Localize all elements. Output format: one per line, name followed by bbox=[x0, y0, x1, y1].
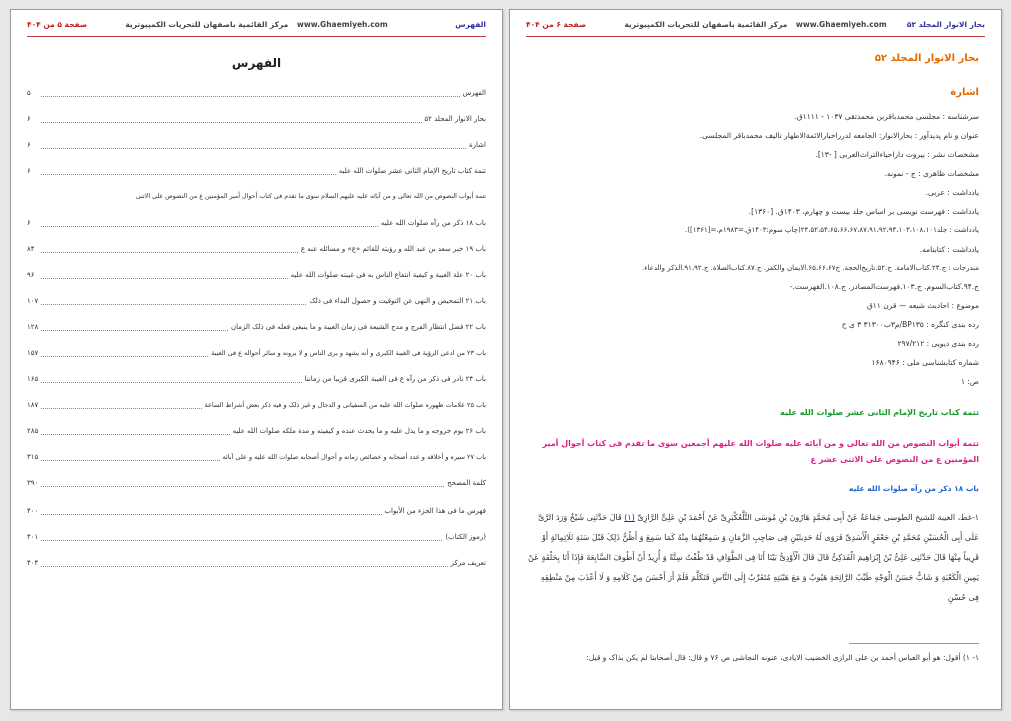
toc-page: ۶ bbox=[27, 141, 31, 149]
header-center bbox=[27, 20, 486, 29]
toc-row[interactable] bbox=[27, 271, 486, 285]
hadith-body: قَالَ حَدَّثَنِی شَیْخٌ وَرَدَ الرَّیَّ عَلَی أَبِی الْحُسَیْنِ مُحَمَّدِ بْنِ جَعْفَرٍ الْأَسَدِیِّ فَرَوَی لَهُ حَدِیثَیْنِ فِی صَاحِبِ الزَّمَانِ وَ سَمِعْتُهُمَا مِنْهُ کَمَا سَمِعَ وَ أَظُنُّ ذَلِکَ قَبْلَ سَنَةِ ثَلَاثِمِائَةٍ أَوْ قَرِیباً مِنْهَا قَالَ حَدَّثَنِی عَلِیُّ بْنُ إِبْرَاهِیمَ الْفَدَکِیُّ قَالَ قَالَ الْأَوْدِیُّ بَیْنَا أَنَا فِی الطَّوَافِ قَدْ طُفْتُ سِتَّةً وَ أُرِیدُ أَنْ أَطُوفَ السَّابِعَةَ فَإِذَا أَنَا بِحَلْقَةٍ عَنْ یَمِینِ الْکَعْبَةِ وَ شَابٌّ حَسَنُ الْوَجْهِ طَیِّبُ الرَّائِحَةِ هَیُوبٌ وَ مَعَ هَیْبَتِهِ مُتَقَرِّبٌ إِلَی النَّاسِ فَتَکَلَّمَ فَلَمْ أَرَ أَحْسَنَ مِنْ کَلَامِهِ وَ لَا أَعْذَبَ مِنْ مَنْطِقِهِ فِی حُسْنِ bbox=[528, 513, 979, 602]
header-page-number: صفحة ۶ من ۴۰۴ bbox=[526, 20, 587, 29]
metadata-line: مشخصات ظاهری : ج - نمونه. bbox=[884, 169, 979, 178]
toc-leader bbox=[41, 96, 486, 97]
toc-row[interactable] bbox=[27, 115, 486, 129]
toc-row[interactable] bbox=[27, 141, 486, 155]
metadata-line: موضوع : احادیث شیعه — قرن ۱۱ق bbox=[866, 301, 979, 310]
toc-page: ۱۵۷ bbox=[27, 349, 39, 357]
toc-row[interactable] bbox=[27, 559, 486, 573]
toc-row[interactable] bbox=[27, 479, 486, 493]
header-section-name: بحار الانوار المجلد ۵۲ bbox=[906, 20, 985, 29]
toc-row[interactable] bbox=[27, 245, 486, 259]
page-header bbox=[27, 20, 486, 34]
metadata-line: ص: ۱ bbox=[960, 377, 979, 386]
footnote-divider bbox=[849, 643, 979, 644]
toc-label[interactable]: تتمة کتاب تاریخ الإمام الثانی عشر صلوات الله علیه bbox=[338, 167, 486, 175]
toc-label[interactable]: باب ۱۹ خبر سعد بن عبد الله و رؤیته للقائم «ع» و مسائله عنه ع bbox=[300, 245, 486, 253]
metadata-line: عنوان و نام پدیدآور : بحارالانوار: الجامعه لدرراخبارالائمة‌الاطهار تالیف محمدباقر المجلسی. bbox=[699, 131, 979, 140]
metadata-line: ج.۹۴.کتاب‌السوم. ج.۱۰۳.فهرست‌المصادر. ج.۱۰۸.الفهرست.- bbox=[789, 282, 979, 291]
toc-label[interactable]: اشارة bbox=[469, 141, 486, 149]
footnote: ۱- ۱) أقول: هو أبو العباس أحمد بن علی الرازی الخضیب الایادی، عنونه النجاشی ص ۷۶ و قال: قال أصحابنا لم یکن بذاک و قیل: bbox=[586, 653, 979, 662]
toc-label[interactable]: فهرس ما فی هذا الجزء من الأبواب bbox=[384, 507, 486, 515]
toc-label[interactable]: (رموز الکتاب) bbox=[445, 533, 486, 541]
toc-label[interactable]: باب ۲۵ علامات ظهوره صلوات الله علیه من السفیانی و الدجال و غیر ذلک و فیه ذکر بعض أشراط الساعة bbox=[204, 401, 486, 409]
header-page-number: صفحة ۵ من ۴۰۴ bbox=[27, 20, 88, 29]
metadata-line: مشخصات نشر : بیروت داراحیاءالتراث‌العربی [ -۱۳]. bbox=[815, 150, 979, 159]
toc-row[interactable] bbox=[27, 533, 486, 547]
toc-page: ۶ bbox=[27, 167, 31, 175]
bab-heading: باب ۱۸ ذکر من رآه صلوات الله علیه bbox=[848, 484, 979, 493]
toc-page: ۱۶۵ bbox=[27, 375, 39, 383]
toc-row[interactable] bbox=[27, 349, 486, 363]
header-publisher: مرکز القائمیة باصفهان للتحریات الکمپیوتریة bbox=[125, 20, 289, 29]
toc-page: ۹۶ bbox=[27, 271, 35, 279]
toc-page: ۴۰۱ bbox=[27, 533, 39, 541]
toc-leader bbox=[41, 122, 486, 123]
toc-page: ۴۰۰ bbox=[27, 507, 39, 515]
toc-page: ۳۹۰ bbox=[27, 479, 39, 487]
toc-label[interactable]: باب ۲۲ فضل انتظار الفرج و مدح الشیعة فی زمان الغیبة و ما ینبغی فعله فی ذلک الزمان bbox=[230, 323, 486, 331]
header-publisher: مرکز القائمیة باصفهان للتحریات الکمپیوتریة bbox=[624, 20, 788, 29]
toc-row[interactable] bbox=[27, 453, 486, 467]
metadata-line: مندرجات : ج.۲۴.کتاب‌الامامة. ج.۵۲.تاریخ‌الحجة. ج۶۵،۶۶،۶۷.الایمان والکفر. ج.۸۷.کتاب‌الصلاة. ج.۹۱،۹۲.الذکر والدعاء. bbox=[642, 264, 979, 272]
header-url[interactable]: www.Ghaemiyeh.com bbox=[795, 20, 887, 29]
toc-label[interactable]: بحار الانوار المجلد ۵۲ bbox=[424, 115, 486, 123]
toc-label[interactable]: باب ۲۷ سیره و أخلاقه و عدد أصحابه و خصائص زمانه و أحوال أصحابه صلوات الله علیه و علی آبائه bbox=[222, 453, 486, 461]
header-center bbox=[526, 20, 985, 29]
toc-label[interactable]: باب ۲۳ من ادعی الرؤیة فی الغیبة الکبری و أنه یشهد و یری الناس و لا یرونه و سائر أحواله ع فی الغیبة bbox=[211, 349, 486, 357]
toc-row[interactable] bbox=[27, 507, 486, 521]
toc-page: ۶ bbox=[27, 219, 31, 227]
toc-row[interactable] bbox=[27, 323, 486, 337]
header-divider bbox=[27, 36, 486, 37]
toc-row[interactable] bbox=[27, 219, 486, 233]
metadata-line: رده بندی کنگره : BP۱۳۵/م۳ب۳۱۳۰۰ ۳ ی ح bbox=[841, 320, 979, 329]
toc-row[interactable] bbox=[27, 427, 486, 441]
toc-page: ۱۲۸ bbox=[27, 323, 39, 331]
toc-label[interactable]: باب ۲۰ علة الغیبة و کیفیة انتفاع الناس به فی غیبته صلوات الله علیه bbox=[290, 271, 486, 279]
toc-page: ۶ bbox=[27, 115, 31, 123]
section-heading: اشارة bbox=[950, 87, 979, 98]
hadith-opening: ۱-غط، الغیبة للشیخ الطوسی جَمَاعَةٌ عَنْ أَبِی مُحَمَّدٍ هَارُونَ بْنِ مُوسَی التَّلَّعُکْبَرِیِّ عَنْ أَحْمَدَ بْنِ عَلِیٍّ الرَّازِیِّ bbox=[637, 513, 979, 522]
toc-row[interactable] bbox=[27, 375, 486, 389]
header-url[interactable]: www.Ghaemiyeh.com bbox=[296, 20, 388, 29]
index-page bbox=[10, 9, 503, 710]
metadata-line: شماره کتابشناسی ملی : ۱۶۸۰۹۴۶ bbox=[871, 358, 979, 367]
metadata-line: یادداشت : جلد۲۴،۵۲،۵۴،۶۵،۶۶،۶۷،۸۷،۹۱،۹۲،۹۴،۱۰۳،۱۰۸،۱۰۱(چاپ سوم:۱۴۰۳ق.=۱۹۸۳م.=[۱۳۶۱]). bbox=[685, 226, 979, 234]
toc-leader bbox=[41, 148, 486, 149]
toc-label[interactable]: باب ۲۶ یوم خروجه و ما یدل علیه و ما یحدث عنده و کیفیته و مدة ملکه صلوات الله علیه bbox=[232, 427, 486, 435]
toc-page: ۲۸۵ bbox=[27, 427, 39, 435]
toc-label[interactable]: باب ۱۸ ذکر من رآه صلوات الله علیه bbox=[380, 219, 486, 227]
toc-label[interactable]: تتمة أبواب النصوص من الله تعالی و من آبائه علیه علیهم السلام سوی ما تقدم فی کتاب أحوال أمیر المؤمنین ع من النصوص علی الاثنی bbox=[135, 193, 486, 200]
header-divider bbox=[526, 36, 985, 37]
metadata-line: یادداشت : فهرست نویسی بر اساس جلد بیست و چهارم، ۱۴۰۳ق. [۱۳۶۰]. bbox=[748, 207, 979, 216]
subchapter-heading: تتمة أبواب النصوص من الله تعالی و من آبائه علیه صلوات الله علیهم أجمعین سوی ما تقدم فی کتاب أحوال أمیر المؤمنین ع من النصوص علی الاثنی عشر ع bbox=[542, 439, 979, 464]
toc-page: ۸۴ bbox=[27, 245, 35, 253]
toc-label[interactable]: الفهرس bbox=[462, 89, 486, 97]
header-section-name: الفهرس bbox=[455, 20, 486, 29]
toc-page: ۵ bbox=[27, 89, 31, 97]
toc-row[interactable] bbox=[27, 401, 486, 415]
metadata-line: یادداشت : عربی. bbox=[925, 188, 979, 197]
toc-title: الفهرس bbox=[231, 56, 282, 70]
toc-label[interactable]: باب ۲۱ التمحیص و النهی عن التوقیت و حصول البداء فی ذلک bbox=[309, 297, 486, 305]
hadith-text bbox=[528, 508, 979, 608]
page-header bbox=[526, 20, 985, 34]
chapter-heading: تتمة کتاب تاریخ الإمام الثانی عشر صلوات الله علیه bbox=[780, 408, 979, 417]
book-title: بحار الانوار المجلد ۵۲ bbox=[874, 53, 979, 64]
toc-row[interactable] bbox=[27, 89, 486, 103]
toc-page: ۱۸۷ bbox=[27, 401, 39, 409]
metadata-line: رده بندی دیویی : ۲۹۷/۲۱۲ bbox=[897, 339, 979, 348]
toc-leader bbox=[41, 486, 486, 487]
toc-page: ۴۰۴ bbox=[27, 559, 39, 567]
toc-leader bbox=[41, 540, 486, 541]
toc-leader bbox=[41, 566, 486, 567]
toc-label[interactable]: تعریف مرکز bbox=[450, 559, 486, 567]
toc-row[interactable] bbox=[27, 297, 486, 311]
toc-page: ۳۱۵ bbox=[27, 453, 39, 461]
toc-row[interactable] bbox=[27, 193, 486, 207]
toc-label[interactable]: کلمة المصحح bbox=[447, 479, 486, 487]
toc-row[interactable] bbox=[27, 167, 486, 181]
toc-page: ۱۰۷ bbox=[27, 297, 39, 305]
toc-label[interactable]: باب ۲۴ نادر فی ذکر من رآه ع فی الغیبة الکبری قریبا من زماننا bbox=[304, 375, 486, 383]
footnote-link[interactable]: (۱) bbox=[624, 513, 635, 522]
metadata-line: سرشناسه : مجلسی محمدباقربن محمدتقی ۱۰۳۷ - ۱۱۱۱ق. bbox=[794, 112, 979, 121]
metadata-line: یادداشت : کتابنامه. bbox=[919, 245, 979, 254]
content-page bbox=[509, 9, 1002, 710]
